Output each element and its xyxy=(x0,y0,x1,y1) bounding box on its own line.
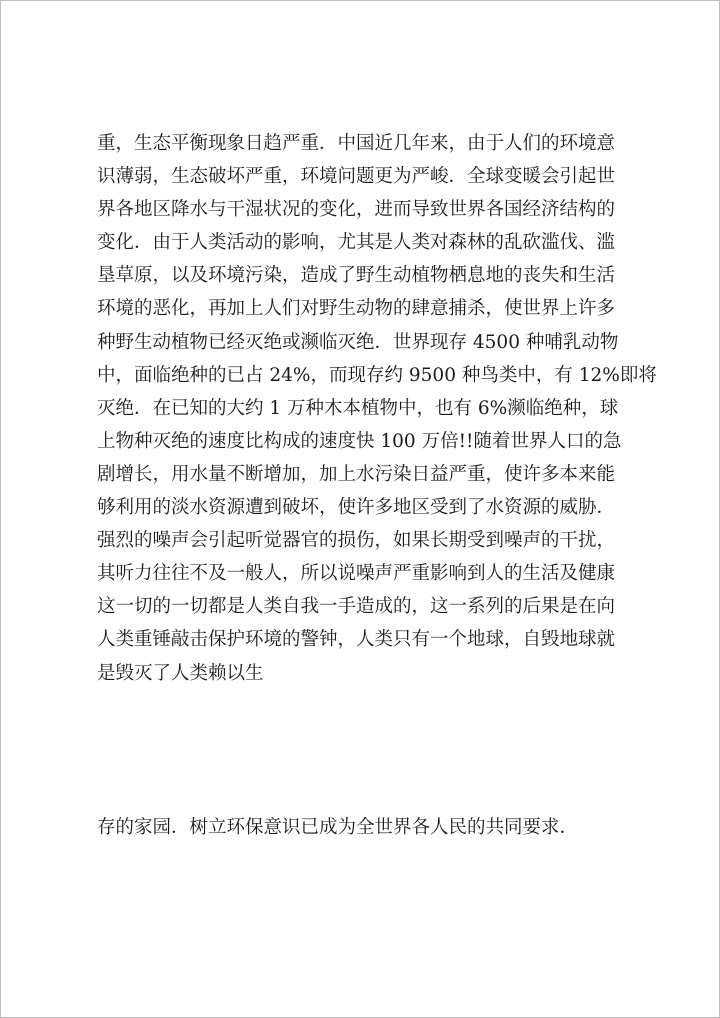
text-line: 上物种灭绝的速度比构成的速度快 100 万倍!!随着世界人口的急 xyxy=(97,430,622,452)
paragraph-1 xyxy=(97,127,697,690)
text-line: 其听力往往不及一般人，所以说噪声严重影响到人的生活及健康 xyxy=(97,563,616,585)
text-line: 识薄弱，生态破坏严重，环境问题更为严峻．全球变暖会引起世 xyxy=(97,166,616,188)
text-line: 强烈的噪声会引起听觉器官的损伤，如果长期受到噪声的干扰， xyxy=(97,530,616,552)
text-line: 重，生态平衡现象日趋严重．中国近几年来，由于人们的环境意 xyxy=(97,133,616,154)
text-line: 中，面临绝种的已占 24%，而现存约 9500 种鸟类中，有 12%即将 xyxy=(97,364,657,386)
text-line: 环境的恶化，再加上人们对野生动物的肆意捕杀，使世界上许多 xyxy=(97,298,616,320)
text-line: 剧增长，用水量不断增加，加上水污染日益严重，使许多本来能 xyxy=(97,463,616,485)
text-line: 变化．由于人类活动的影响，尤其是人类对森林的乱砍滥伐、滥 xyxy=(97,232,616,254)
text-line: 灭绝．在已知的大约 1 万种木本植物中，也有 6%濒临绝种，球 xyxy=(97,397,619,419)
text-line: 是毁灭了人类赖以生 xyxy=(97,662,264,684)
text-line: 人类重锤敲击保护环境的警钟，人类只有一个地球，自毁地球就 xyxy=(97,629,616,651)
text-line: 界各地区降水与干湿状况的变化，进而导致世界各国经济结构的 xyxy=(97,199,616,221)
text-line: 垦草原，以及环境污染，造成了野生动植物栖息地的丧失和生活 xyxy=(97,265,616,287)
paragraph-2 xyxy=(97,811,697,844)
text-line: 够利用的淡水资源遭到破坏，使许多地区受到了水资源的威胁． xyxy=(97,497,616,519)
text-line: 种野生动植物已经灭绝或濒临灭绝．世界现存 4500 种哺乳动物 xyxy=(97,331,619,353)
text-line: 存的家园．树立环保意识已成为全世界各人民的共同要求． xyxy=(97,817,579,838)
text-line: 这一切的一切都是人类自我一手造成的，这一系列的后果是在向 xyxy=(97,596,616,618)
